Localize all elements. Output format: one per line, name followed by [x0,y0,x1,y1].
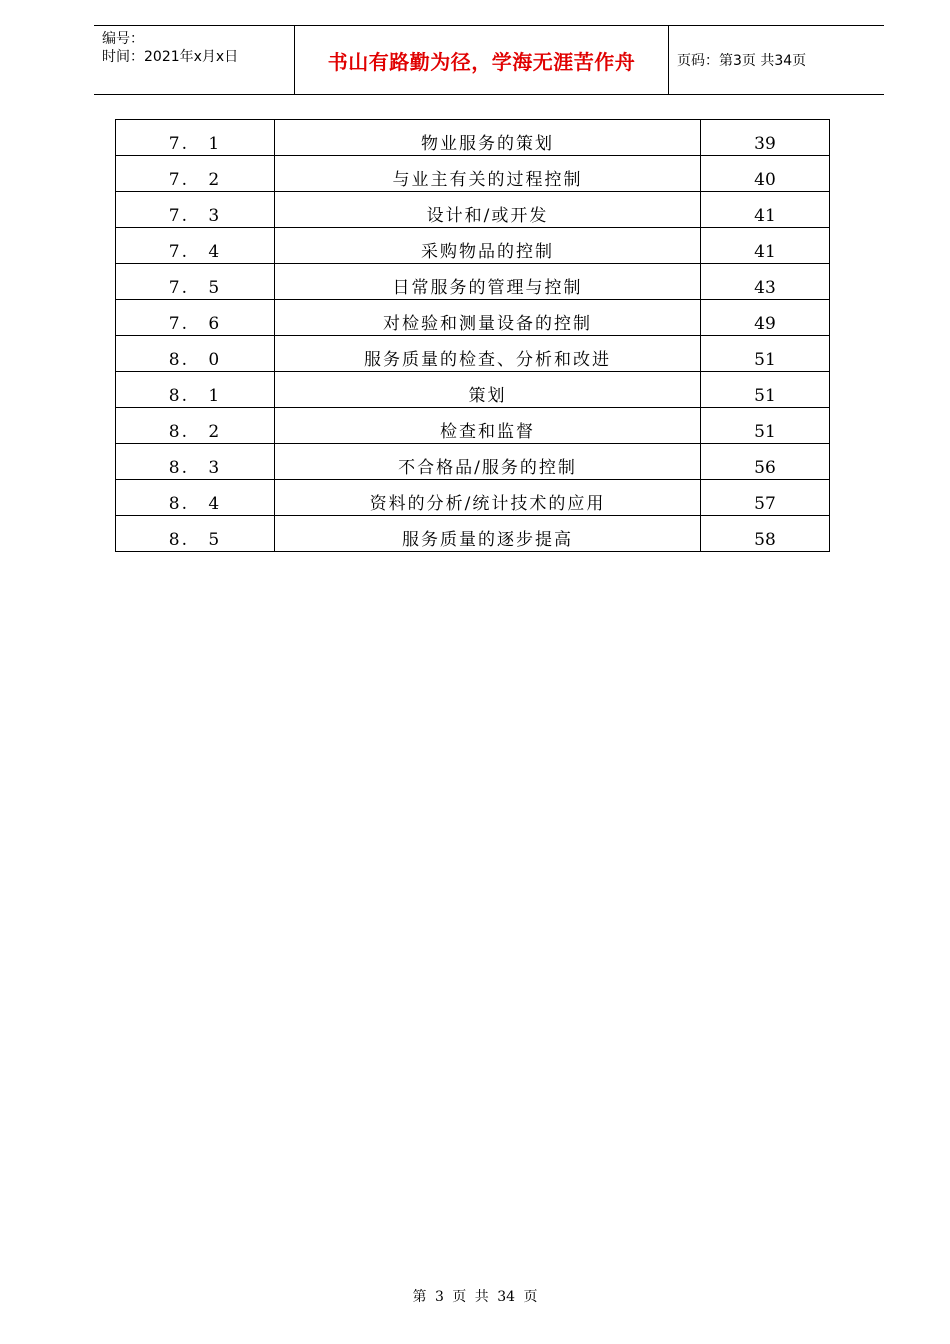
toc-section-title: 检查和监督 [275,408,701,444]
toc-page-number: 41 [701,228,830,264]
toc-section-title: 服务质量的检查、分析和改进 [275,336,701,372]
toc-page-number: 56 [701,444,830,480]
toc-section-title: 采购物品的控制 [275,228,701,264]
toc-section-title: 对检验和测量设备的控制 [275,300,701,336]
toc-section-title: 日常服务的管理与控制 [275,264,701,300]
toc-row [116,516,830,552]
toc-section-number: 8. 4 [116,480,275,516]
date-line: 时间：2021年x月x日 [102,49,239,65]
toc-section-number: 8. 1 [116,372,275,408]
toc-table [115,119,830,552]
toc-row [116,300,830,336]
toc-section-number: 7. 5 [116,264,275,300]
toc-section-title: 策划 [275,372,701,408]
toc-page-number: 40 [701,156,830,192]
toc-row [116,120,830,156]
toc-page-number: 57 [701,480,830,516]
page-footer: 第 3 页 共 34 页 [412,1289,538,1305]
toc-row [116,192,830,228]
toc-page-number: 51 [701,408,830,444]
toc-page-number: 51 [701,336,830,372]
toc-section-title: 服务质量的逐步提高 [275,516,701,552]
toc-section-number: 8. 0 [116,336,275,372]
toc-row [116,156,830,192]
toc-section-number: 7. 1 [116,120,275,156]
header-motto: 书山有路勤为径，学海无涯苦作舟 [295,26,669,94]
toc-section-number: 7. 2 [116,156,275,192]
header-meta [94,26,295,94]
toc-row [116,372,830,408]
toc-row [116,444,830,480]
toc-row [116,228,830,264]
page-header [94,25,884,95]
toc-section-number: 8. 3 [116,444,275,480]
toc-row [116,408,830,444]
toc-page-number: 43 [701,264,830,300]
toc-page-number: 58 [701,516,830,552]
toc-section-number: 7. 3 [116,192,275,228]
toc-row [116,336,830,372]
toc-section-title: 不合格品/服务的控制 [275,444,701,480]
header-page-info: 页码：第3页 共34页 [677,53,807,69]
toc-row [116,480,830,516]
toc-page-number: 39 [701,120,830,156]
toc-page-number: 49 [701,300,830,336]
toc-section-number: 8. 5 [116,516,275,552]
toc-page-number: 41 [701,192,830,228]
toc-section-title: 与业主有关的过程控制 [275,156,701,192]
toc-page-number: 51 [701,372,830,408]
toc-section-number: 8. 2 [116,408,275,444]
toc-section-number: 7. 6 [116,300,275,336]
toc-section-title: 资料的分析/统计技术的应用 [275,480,701,516]
code-label: 编号： [102,31,144,47]
toc-section-number: 7. 4 [116,228,275,264]
toc-row [116,264,830,300]
toc-section-title: 物业服务的策划 [275,120,701,156]
toc-section-title: 设计和/或开发 [275,192,701,228]
